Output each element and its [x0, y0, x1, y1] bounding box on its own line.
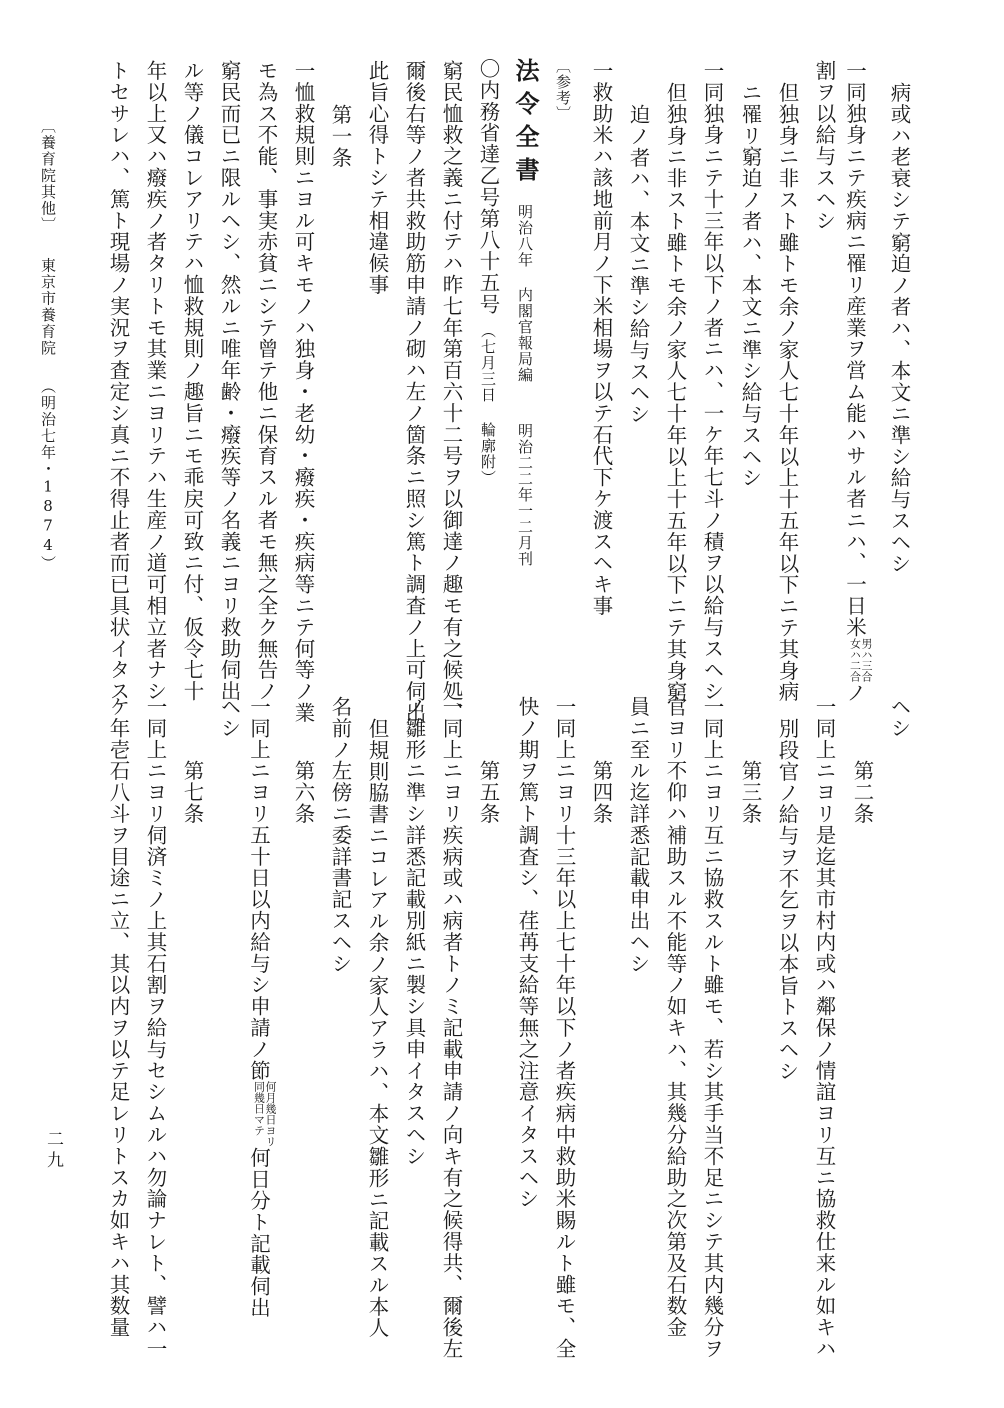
text-column: ヘシ: [887, 696, 911, 739]
text-column: 一同上ニヨリ疾病或ハ病者トノミ記載申請ノ向キ有之候得共、爾後左: [439, 696, 463, 1360]
text-column: 年以上又ハ癈疾ノ者タリトモ其業ニヨリテハ生産ノ道可相立者ナシ: [143, 60, 167, 702]
text-column: ノ雛形ニ準シ詳悉記載別紙ニ製シ具申イタスヘシ: [402, 696, 426, 1167]
text-column: 窮民而已ニ限ルヘシ、然ルニ唯年齢・癈疾等ノ名義ニヨリ救助伺出: [217, 60, 241, 702]
inline-note: [253, 1081, 276, 1147]
text-column: 此旨心得トシテ相違候事: [365, 60, 389, 296]
source-editor: 明治八年 内閣官報局編: [516, 204, 534, 383]
text-column: 一同上ニヨリ伺済ミノ上其石割ヲ給与セシムルハ勿論ナレト、譬ハ一: [143, 696, 167, 1360]
text-column: 別段官ノ給与ヲ不乞ヲ以本旨トスヘシ: [775, 718, 799, 1082]
text-column: 但独身ニ非スト雖トモ余ノ家人七十年以上十五年以下ニテ其身窮: [663, 82, 687, 703]
article-heading: 第四条: [589, 760, 613, 825]
text-column: 一救助米ハ該地前月ノ下米相場ヲ以テ石代下ケ渡スヘキ事: [589, 60, 613, 617]
text-column: ニ罹リ窮迫ノ者ハ、本文ニ準シ給与スヘシ: [738, 82, 762, 489]
text-column: ヘシ: [217, 696, 241, 739]
text-column: 一恤救規則ニヨル可キモノハ独身・老幼・癈疾・疾病等ニテ何等ノ業: [291, 60, 315, 724]
article-heading: 第一条: [328, 104, 352, 169]
text-column: 一同上ニヨリ是迄其市村内或ハ鄰保ノ情誼ヨリ互ニ協救仕来ル如キハ: [812, 696, 836, 1360]
text-column: 員ニ至ル迄詳悉記載申出ヘシ: [626, 696, 650, 975]
note-date-to: 同幾日マテ: [252, 1081, 266, 1137]
text-column: 但規則脇書ニコレアル余ノ家人アラハ、本文雛形ニ記載スル本人: [365, 718, 389, 1339]
note-men: 男ハ三合: [860, 637, 873, 682]
footer-date: （明治七年・1874）: [39, 378, 57, 572]
text-column: 割ヲ以給与スヘシ: [812, 60, 836, 232]
text-column: モ為ス不能、事実赤貧ニシテ曾テ他ニ保育スル者モ無之全ク無告ノ: [254, 60, 278, 702]
footer-running-head: [40, 118, 55, 572]
footer-source: 東京市養育院: [39, 257, 57, 357]
text-column: 爾後右等ノ者共救助筋申請ノ砌ハ左ノ箇条ニ照シ篤ト調査ノ上可伺出: [402, 60, 426, 724]
text-column: [248, 696, 276, 1318]
source-title: 法令全書: [511, 58, 540, 190]
text-column: ケ年壱石八斗ヲ目途ニ立、其以内ヲ以テ足レリトスカ如キハ其数量: [106, 696, 130, 1338]
text-column: ル等ノ儀コレアリテハ恤救規則ノ趣旨ニモ乖戻可致ニ付、仮令七十: [180, 60, 204, 702]
text-column: トセサレハ、篤ト現場ノ実況ヲ査定シ真ニ不得止者而已具状イタス: [106, 60, 130, 702]
text-column: 一同上ニヨリ互ニ協救スルト雖モ、若シ其手当不足ニシテ其内幾分ヲ: [700, 696, 724, 1360]
text-column: 但独身ニ非スト雖トモ余ノ家人七十年以上十五年以下ニテ其身病: [775, 82, 799, 703]
article-heading: 第三条: [738, 760, 762, 825]
note-date-from: 何月幾日ヨリ: [264, 1081, 277, 1148]
page-number: 二九: [43, 1130, 63, 1172]
note-tail: ノ: [842, 681, 867, 704]
text-column: 病或ハ老衰シテ窮迫ノ者ハ、本文ニ準シ給与スヘシ: [887, 82, 911, 575]
text-column: 迫ノ者ハ、本文ニ準シ給与スヘシ: [626, 104, 650, 425]
text-column: 一同独身ニテ十三年以下ノ者ニハ、一ケ年七斗ノ積ヲ以給与スヘシ: [700, 60, 724, 702]
source-published: 明治二二年一二月刊: [516, 423, 534, 567]
text-column: 一同上ニヨリ十三年以上七十年以下ノ者疾病中救助米賜ルト雖モ、全: [552, 696, 576, 1360]
directive-date: （七月三日 輪廓附）: [479, 322, 497, 486]
text-column: [844, 60, 872, 703]
directive-heading: [478, 58, 499, 486]
article-heading: 第七条: [180, 760, 204, 825]
article-heading: 第二条: [850, 760, 874, 825]
note-tail: 何日分ト記載伺出: [246, 1147, 271, 1319]
text-column: 名前ノ左傍ニ委詳書記スヘシ: [328, 696, 352, 975]
source-heading: [511, 58, 540, 567]
text-column: 官ヨリ不仰ハ補助スル不能等ノ如キハ、其幾分給助之次第及石数金: [663, 696, 687, 1338]
rule-item-text: 一同独身ニテ疾病ニ罹リ産業ヲ営ム能ハサル者ニハ、一日米: [842, 60, 867, 638]
rule-item-text: 一同上ニヨリ五十日以内給与シ申請ノ節: [246, 696, 271, 1082]
inline-note: [849, 638, 872, 682]
directive-number: 〇内務省達乙号第八十五号: [476, 58, 500, 315]
text-column: 快ノ期ヲ篤ト調査シ、荏苒支給等無之注意イタスヘシ: [515, 696, 539, 1210]
reference-label: 〔参考〕: [554, 58, 572, 122]
footer-category: 〔養育院其他〕: [39, 118, 57, 234]
text-column: 窮民恤救之義ニ付テハ昨七年第百六十二号ヲ以御達ノ趣モ有之候処、: [439, 60, 463, 724]
article-heading: 第五条: [476, 760, 500, 825]
note-women: 女ハ二合: [848, 637, 862, 682]
article-heading: 第六条: [291, 760, 315, 825]
